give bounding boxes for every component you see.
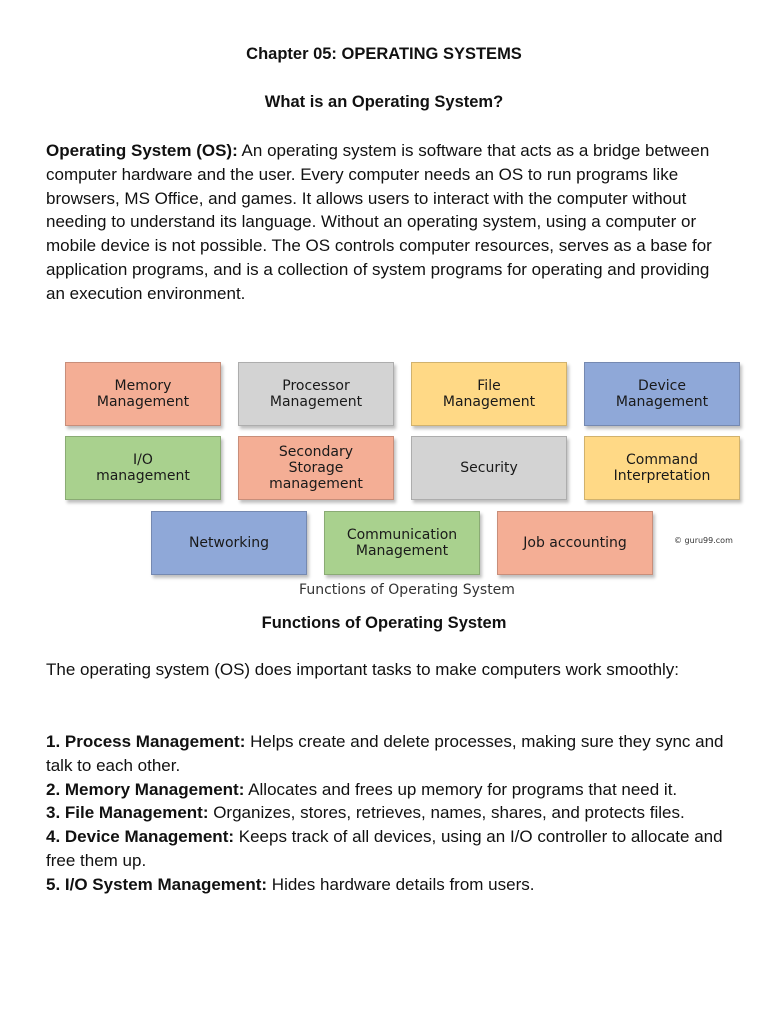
functions-title: Functions of Operating System: [261, 614, 507, 632]
intro-paragraph: [46, 139, 726, 306]
diagram-box-command-interpretation: Command Interpretation: [584, 436, 740, 500]
functions-intro: The operating system (OS) does important tasks to make computers work smoothly:: [46, 660, 680, 679]
diagram-box-communication-management: Communication Management: [324, 511, 480, 575]
diagram-box-job-accounting: Job accounting: [497, 511, 653, 575]
diagram-box-processor-management: Processor Management: [238, 362, 394, 426]
intro-term: Operating System (OS):: [46, 141, 238, 160]
list-item: 4. Device Management: Keeps track of all devices, using an I/O controller to allocate and free them up.: [46, 827, 723, 870]
diagram-box-security: Security: [411, 436, 567, 500]
diagram-box-networking: Networking: [151, 511, 307, 575]
diagram-box-secondary-storage-management: Secondary Storage management: [238, 436, 394, 500]
section-title: What is an Operating System?: [264, 93, 504, 111]
list-item: 5. I/O System Management: Hides hardware details from users.: [46, 874, 535, 894]
chapter-title: Chapter 05: OPERATING SYSTEMS: [246, 45, 522, 63]
list-item: 2. Memory Management: Allocates and frees up memory for programs that need it.: [46, 779, 678, 799]
diagram-box-io-management: I/O management: [65, 436, 221, 500]
diagram-box-device-management: Device Management: [584, 362, 740, 426]
functions-list: [46, 730, 726, 897]
diagram-box-memory-management: Memory Management: [65, 362, 221, 426]
diagram-watermark: © guru99.com: [674, 536, 733, 545]
intro-text: An operating system is software that acts as a bridge between computer hardware and the user. Every computer needs an OS to run programs like browsers, MS Office, and games. It allows users to interact with the computer without needing to understand its language. Without an operating system, using a computer or mobile device is not possible. The OS controls computer resources, serves as a base for application programs, and is a collection of system programs for operating and providing an execution environment.: [46, 141, 712, 303]
diagram-box-file-management: File Management: [411, 362, 567, 426]
diagram-caption: Functions of Operating System: [299, 582, 515, 598]
list-item: 1. Process Management: Helps create and delete processes, making sure they sync and talk to each other.: [46, 732, 724, 775]
functions-diagram: [62, 358, 752, 604]
list-item: 3. File Management: Organizes, stores, retrieves, names, shares, and protects files.: [46, 803, 685, 823]
